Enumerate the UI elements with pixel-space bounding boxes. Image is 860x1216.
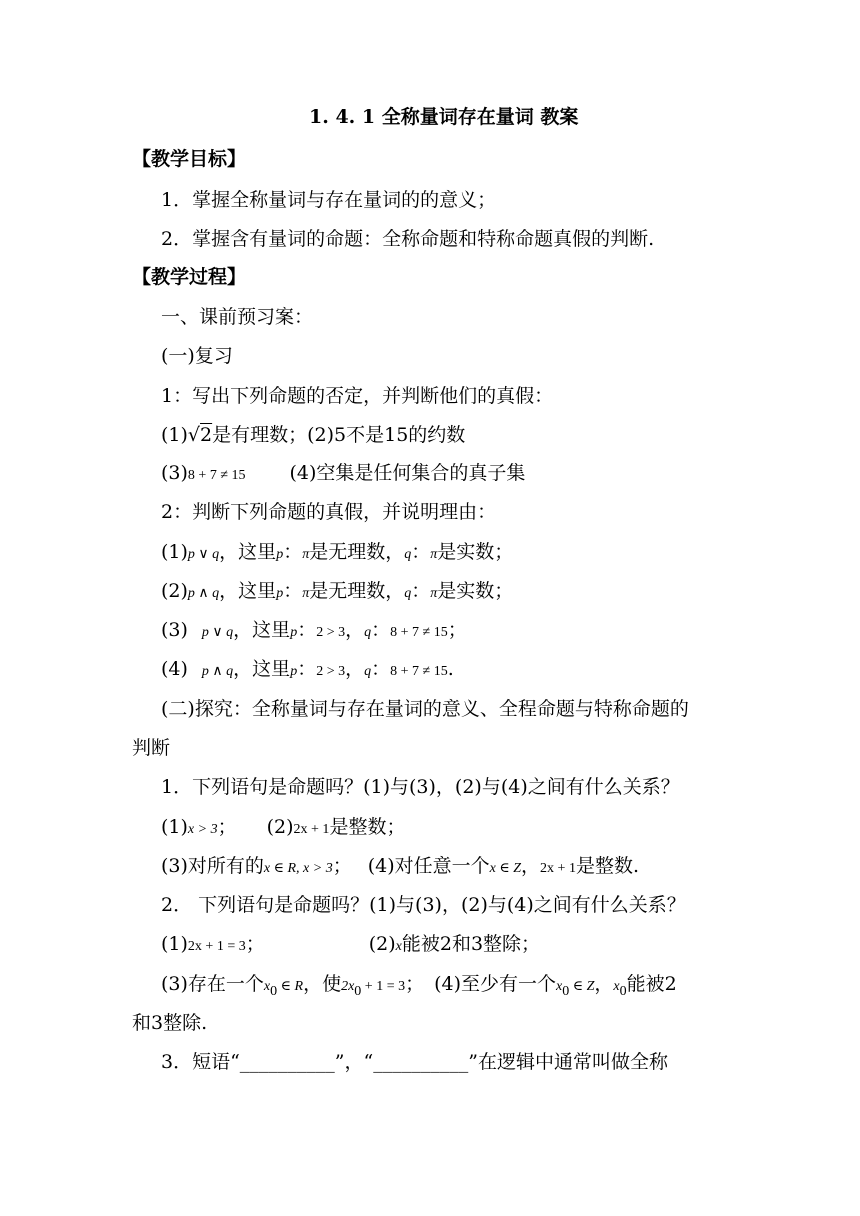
question-1-items-b: (3)8 + 7 ≠ 15 (4)空集是任何集合的真子集 — [161, 462, 526, 484]
question-1-items-a: (1)√2是有理数；(2)5不是15的约数 — [161, 424, 466, 446]
subheading-preview: 一、课前预习案： — [161, 306, 314, 328]
explore-heading: (二)探究：全称量词与存在量词的意义、全程命题与特称命题的 — [161, 698, 689, 720]
explore-q1-items-b: (3)对所有的x ∈ R, x > 3； (4)对任意一个x ∈ Z，2x + 1是整数. — [161, 855, 639, 877]
objective-item: 1．掌握全称量词与存在量词的的意义； — [161, 189, 497, 211]
question-2-item-4: (4) p ∧ q，这里p：2 > 3，q：8 + 7 ≠ 15. — [161, 658, 454, 680]
explore-question-3: 3．短语“__________”，“__________”在逻辑中通常叫做全称 — [161, 1051, 668, 1073]
explore-q2-items-b-cont: 和3整除. — [132, 1012, 208, 1034]
explore-q1-items-a: (1)x > 3； (2)2x + 1是整数； — [161, 816, 406, 838]
explore-q2-items-b: (3)存在一个$x_0$ ∈ R，使$2x_0 + 1 = 3$； (4)至少有一个$x_0$ ∈ Z，$x_0$能被2 — [161, 973, 677, 999]
objective-item: 2．掌握含有量词的命题：全称命题和特称命题真假的判断. — [161, 228, 655, 250]
question-2-item-3: (3) p ∨ q，这里p：2 > 3，q：8 + 7 ≠ 15； — [161, 619, 467, 641]
question-1: 1：写出下列命题的否定，并判断他们的真假： — [161, 385, 554, 407]
question-2-item-1: (1)p ∨ q，这里p：π是无理数，q：π是实数； — [161, 541, 514, 563]
explore-question-2: 2． 下列语句是命题吗？(1)与(3)，(2)与(4)之间有什么关系？ — [161, 894, 686, 916]
explore-heading-cont: 判断 — [132, 737, 171, 759]
explore-q2-items-a: (1)2x + 1 = 3； (2)x能被2和3整除； — [161, 933, 541, 955]
question-2-item-2: (2)p ∧ q，这里p：π是无理数，q：π是实数； — [161, 580, 514, 602]
section-heading-objectives: 【教学目标】 — [132, 148, 247, 170]
explore-question-1: 1．下列语句是命题吗？(1)与(3)，(2)与(4)之间有什么关系？ — [161, 776, 680, 798]
question-2: 2：判断下列命题的真假，并说明理由： — [161, 501, 497, 523]
subheading-review: (一)复习 — [161, 345, 233, 367]
document-title: 1. 4. 1 全称量词存在量词 教案 — [309, 106, 579, 128]
sqrt-expression: √2 — [187, 424, 213, 446]
section-heading-process: 【教学过程】 — [132, 266, 247, 288]
